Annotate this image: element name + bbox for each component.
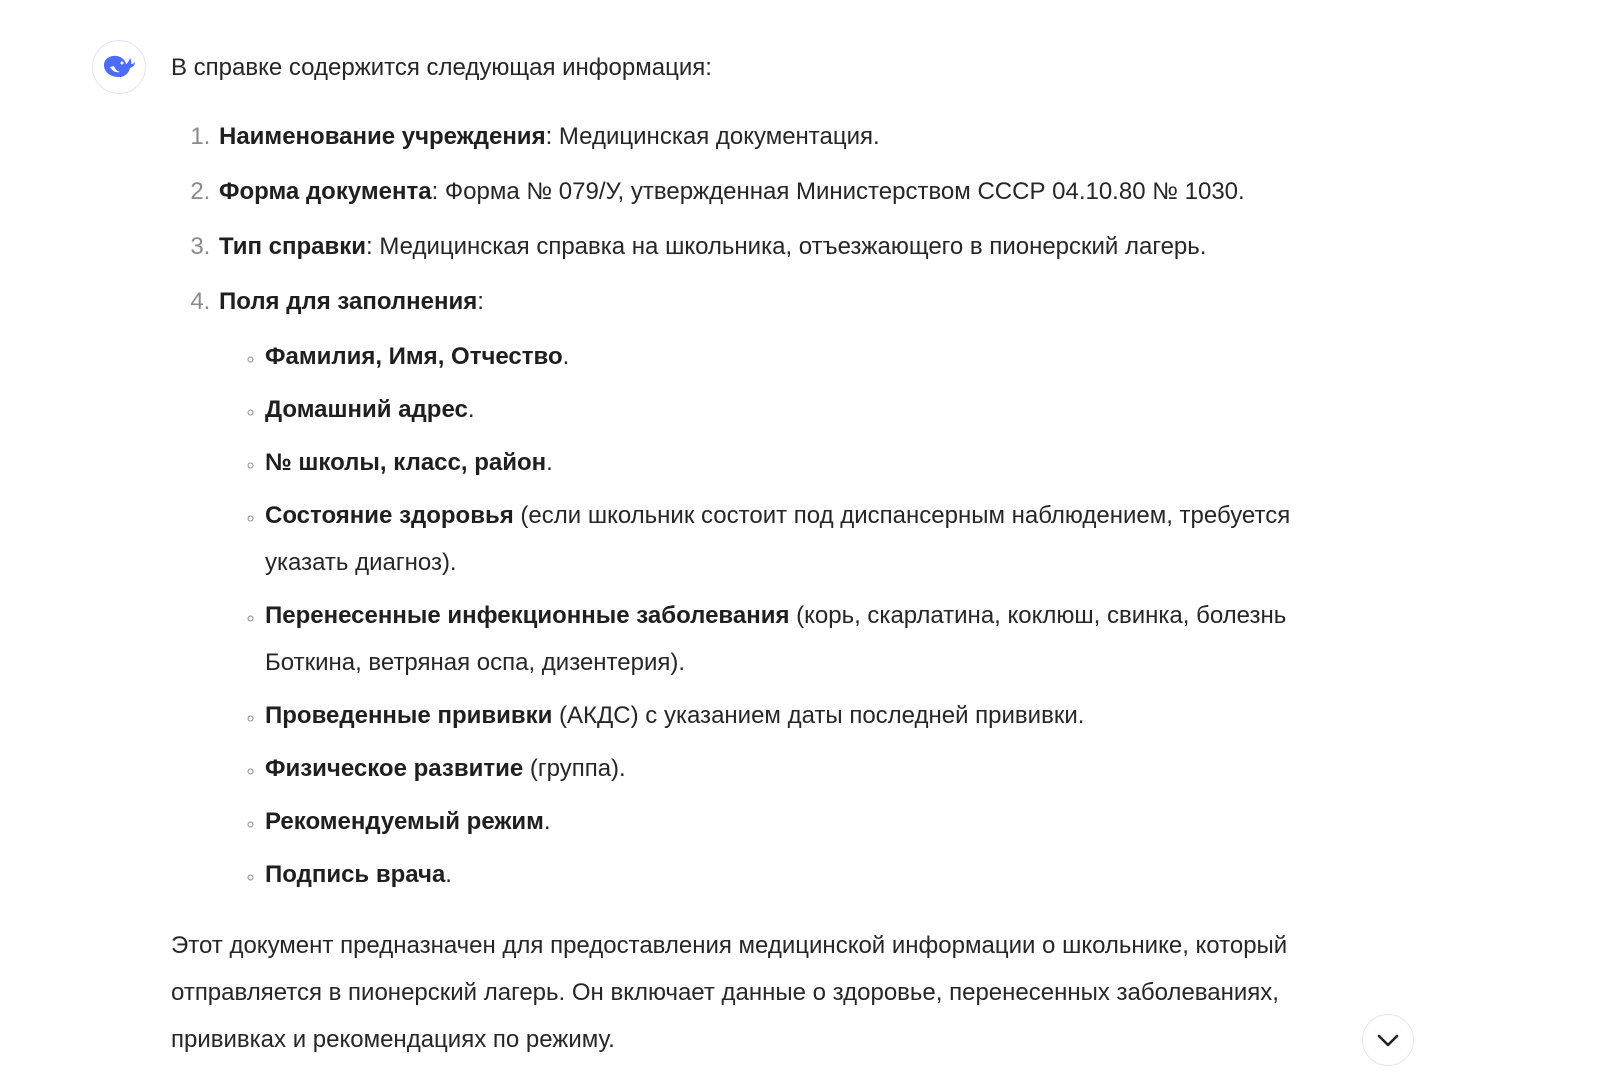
message-conclusion: Этот документ предназначен для предоставления медицинской информации о школьнике, который отправляется в пионерский лагерь. Он включает данные о здоровье, перенесенных заболеваниях, прививках и рекомендациях по режиму. [171, 932, 1288, 1053]
field-item [265, 745, 1371, 792]
field-title: Домашний адрес [265, 396, 468, 423]
field-text: (если школьник состоит под диспансерным наблюдением, требуется указать диагноз). [265, 502, 1291, 576]
deepseek-whale-icon [102, 53, 136, 81]
field-title: Проведенные прививки [265, 702, 553, 729]
field-item [265, 592, 1371, 686]
message-intro: В справке содержится следующая информация: [171, 54, 712, 81]
list-item [217, 223, 1371, 270]
item-title: Наименование учреждения [219, 123, 546, 150]
item-title: Поля для заполнения [219, 288, 478, 315]
field-item [265, 492, 1371, 586]
field-text: . [543, 808, 551, 835]
item-text: : Медицинская справка на школьника, отъезжающего в пионерский лагерь. [366, 233, 1207, 260]
field-text: (АКДС) с указанием даты последней прививки. [552, 702, 1085, 729]
field-item [265, 692, 1371, 739]
field-item [265, 386, 1371, 433]
list-item [217, 113, 1371, 160]
item-title: Форма документа [219, 178, 432, 205]
field-title: Физическое развитие [265, 755, 524, 782]
field-title: Подпись врача [265, 861, 446, 888]
field-text: (группа). [523, 755, 626, 782]
info-list [171, 113, 1371, 898]
chevron-down-icon [1376, 1033, 1400, 1047]
item-text: : Медицинская документация. [545, 123, 880, 150]
field-text: . [562, 343, 570, 370]
scroll-to-bottom-button[interactable] [1362, 1014, 1414, 1066]
field-item [265, 851, 1371, 898]
field-item [265, 439, 1371, 486]
item-title: Тип справки [219, 233, 367, 260]
list-item [217, 278, 1371, 898]
list-item [217, 168, 1371, 215]
field-title: Фамилия, Имя, Отчество [265, 343, 563, 370]
field-item [265, 333, 1371, 380]
assistant-avatar [92, 40, 146, 94]
field-title: Состояние здоровья [265, 502, 514, 529]
field-text: . [467, 396, 475, 423]
field-title: № школы, класс, район [265, 449, 547, 476]
field-text: . [445, 861, 452, 888]
field-text: (корь, скарлатина, коклюш, свинка, болезнь Боткина, ветряная оспа, дизентерия). [265, 602, 1287, 676]
field-title: Перенесенные инфекционные заболевания [265, 602, 790, 629]
fields-list [219, 333, 1371, 898]
assistant-message [171, 44, 1371, 1063]
field-title: Рекомендуемый режим [265, 808, 544, 835]
field-text: . [546, 449, 553, 476]
item-text: : Форма № 079/У, утвержденная Министерством СССР 04.10.80 № 1030. [431, 178, 1245, 205]
field-item [265, 798, 1371, 845]
item-text: : [477, 288, 484, 315]
